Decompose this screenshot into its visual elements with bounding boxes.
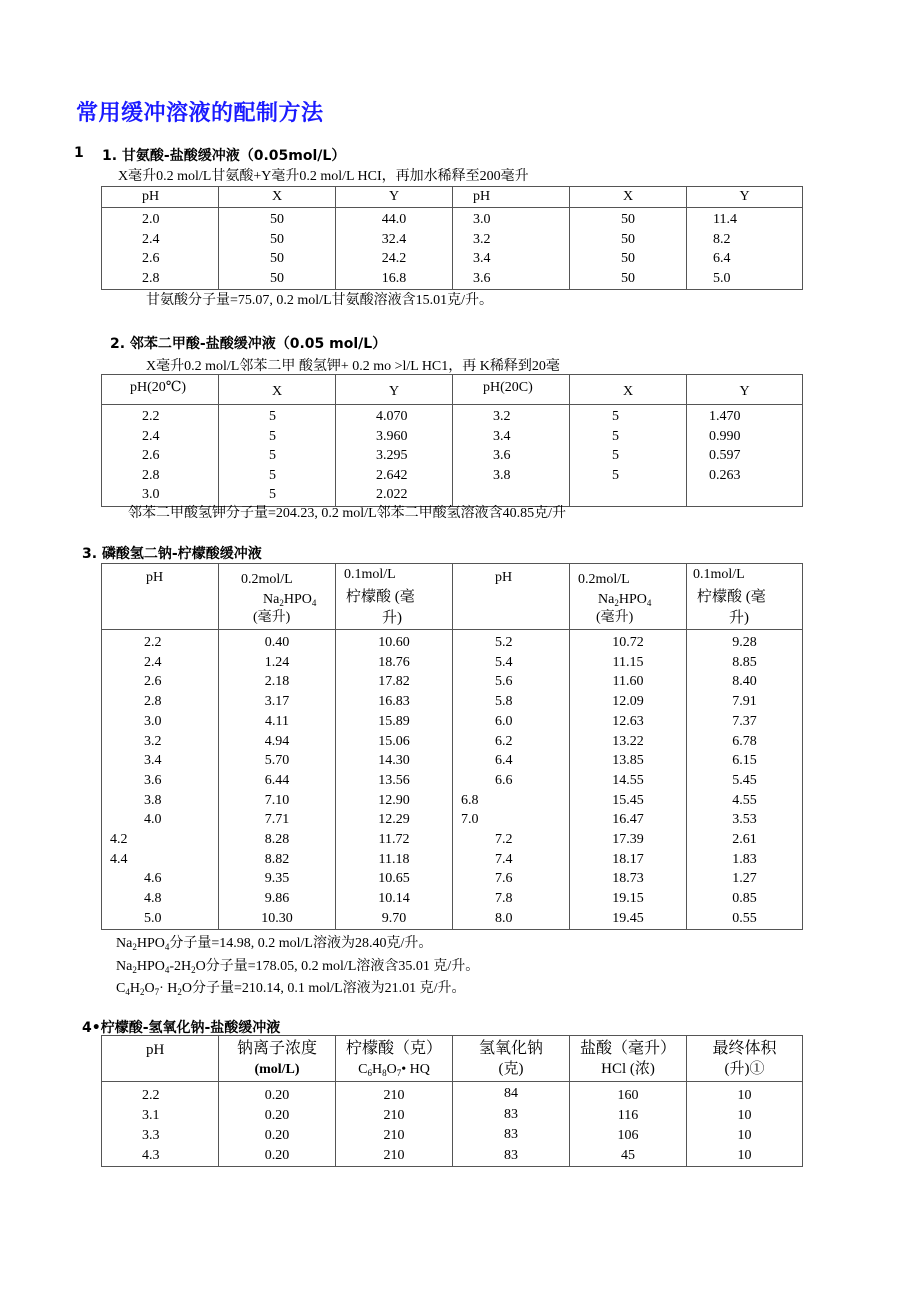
cell: 12.63 — [612, 713, 644, 729]
cell: 0.85 — [732, 891, 757, 907]
note-2-text: 分子量=178.05, 0.2 mol/L溶液含35.01 克/升。 — [205, 959, 480, 974]
cell: 10 — [737, 1148, 752, 1163]
header-x-2: X — [570, 375, 687, 405]
cell: 50 — [621, 270, 635, 286]
cell: 4.6 — [144, 871, 162, 887]
cell: 0.20 — [264, 1128, 290, 1143]
cell: 6.2 — [495, 733, 513, 749]
cell: 210 — [383, 1088, 405, 1103]
section-3-note-1: $Na_2HPO_4$分子量=14.98, 0.2 mol/L溶液为28.40克/升。 — [116, 936, 433, 952]
cell: 2.8 — [142, 270, 160, 286]
cell: 0.597 — [709, 448, 741, 464]
cell: 8.82 — [264, 851, 290, 867]
header-citric — [336, 564, 453, 630]
cell: 11.15 — [612, 654, 644, 670]
table-header-row — [102, 1036, 803, 1082]
header-citric-conc: 0.1mol/L — [344, 567, 396, 582]
cell: 19.15 — [612, 891, 644, 907]
section-2-description: X毫升0.2 mol/L邻苯二甲 酸氢钾+ 0.2 mo >l/L HC1，再 K稀释到20毫 — [146, 359, 560, 374]
cell: 14.55 — [612, 772, 644, 788]
cell: 3.2 — [473, 231, 491, 247]
cell: 9.70 — [381, 910, 407, 926]
header-citric-1: 柠檬酸（克） — [345, 1040, 442, 1057]
cell: 6.0 — [495, 713, 513, 729]
section-4-heading: 4•柠檬酸-氢氧化钠-盐酸缓冲液 — [82, 1020, 281, 1036]
header-sodium — [219, 1036, 336, 1082]
cell: 6.4 — [713, 251, 731, 267]
cell: 2.0 — [142, 212, 160, 227]
cell: 5 — [269, 467, 276, 483]
header-na2hpo4-unit: (毫升) — [253, 610, 291, 625]
cell: 2.8 — [144, 694, 162, 710]
header-y: Y — [336, 375, 453, 405]
cell: 6.78 — [732, 733, 757, 749]
cell: 16.47 — [612, 812, 644, 828]
header-ph-2: pH(20C) — [453, 375, 570, 405]
cell: 3.6 — [493, 448, 511, 464]
col-x — [219, 405, 336, 507]
cell: 2.6 — [142, 251, 160, 267]
cell: 16.8 — [381, 270, 407, 286]
cell: 5 — [269, 487, 276, 503]
section-1-number: 1 — [74, 145, 84, 161]
header-na2hpo4-name: $Na_2HPO_4$ — [263, 592, 317, 608]
cell: 18.17 — [612, 851, 644, 867]
cell: 7.0 — [461, 812, 479, 828]
header-volume-1: 最终体积 — [712, 1040, 777, 1057]
cell: 1.83 — [732, 851, 757, 867]
header-ph: pH(20℃) — [102, 375, 219, 405]
cell: 6.4 — [495, 753, 513, 769]
cell: 5.8 — [495, 694, 513, 710]
cell: 5 — [612, 409, 619, 424]
header-ph-2: pH — [453, 564, 570, 630]
cell: 0.40 — [264, 635, 290, 650]
col-y-2 — [687, 208, 803, 290]
cell: 8.0 — [495, 910, 513, 926]
header-y: Y — [336, 187, 453, 208]
cell: 0.20 — [264, 1108, 290, 1123]
cell: 116 — [617, 1108, 639, 1123]
col-na2hpo4 — [219, 630, 336, 930]
cell: 10.14 — [378, 891, 410, 907]
cell: 3.295 — [376, 448, 408, 464]
col-ph — [102, 1082, 219, 1167]
cell: 3.1 — [142, 1108, 160, 1123]
section-3-heading: 3. 磷酸氢二钠-柠檬酸缓冲液 — [82, 546, 262, 562]
cell: 2.6 — [142, 448, 160, 464]
header-citric-2 — [687, 564, 803, 630]
header-x: X — [219, 187, 336, 208]
cell: 2.18 — [264, 674, 290, 690]
col-ph — [102, 630, 219, 930]
table-header-row — [102, 375, 803, 405]
cell: 3.0 — [144, 713, 162, 729]
phosphate-citrate-table — [101, 563, 803, 930]
section-1-description: X毫升0.2 mol/L甘氨酸+Y毫升0.2 mol/L HCI，再加水稀释至200毫升 — [118, 169, 529, 184]
col-ph-2 — [453, 405, 570, 507]
cell: 50 — [270, 251, 284, 267]
cell: 11.72 — [378, 832, 410, 848]
cell: 3.4 — [144, 753, 162, 769]
cell: 7.37 — [732, 713, 757, 729]
cell: 11.4 — [713, 212, 737, 227]
cell: 3.17 — [264, 694, 290, 710]
cell: 50 — [270, 270, 284, 286]
header-ph: pH — [102, 187, 219, 208]
cell: 3.6 — [144, 772, 162, 788]
cell: 2.6 — [144, 674, 162, 690]
cell: 0.20 — [264, 1148, 290, 1163]
cell: 5 — [612, 467, 619, 483]
cell: 5 — [269, 428, 276, 444]
cell: 2.8 — [142, 467, 160, 483]
cell: 6.15 — [732, 753, 757, 769]
cell: 44.0 — [381, 212, 407, 227]
header-na2hpo4-conc-2: 0.2mol/L — [578, 572, 630, 587]
cell: 106 — [617, 1128, 639, 1143]
cell: 50 — [621, 231, 635, 247]
cell: 83 — [504, 1127, 518, 1142]
cell: 5.4 — [495, 654, 513, 670]
cell: 3.0 — [142, 487, 160, 503]
col-volume — [687, 1082, 803, 1167]
header-x: X — [219, 375, 336, 405]
cell: 3.6 — [473, 270, 491, 286]
cell: 12.29 — [378, 812, 410, 828]
cell: 1.27 — [732, 871, 757, 887]
cell: 10 — [737, 1088, 752, 1103]
header-x-2: X — [570, 187, 687, 208]
citrate-naoh-hcl-table — [101, 1035, 803, 1167]
cell: 3.8 — [144, 792, 162, 808]
cell: 1.470 — [709, 409, 741, 424]
header-hcl — [570, 1036, 687, 1082]
cell: 10 — [737, 1128, 752, 1143]
header-hcl-1: 盐酸（毫升） — [579, 1040, 676, 1057]
cell: 7.2 — [495, 832, 513, 848]
cell: 18.73 — [612, 871, 644, 887]
note-3-text: 分子量=210.14, 0.1 mol/L溶液为21.01 克/升。 — [192, 981, 466, 996]
cell: 6.6 — [495, 772, 513, 788]
cell: 7.91 — [732, 694, 757, 710]
cell: 12.09 — [612, 694, 644, 710]
cell: 8.2 — [713, 231, 731, 247]
header-citric-unit-2: 升) — [729, 610, 749, 626]
cell: 5.6 — [495, 674, 513, 690]
cell: 7.8 — [495, 891, 513, 907]
header-na2hpo4 — [219, 564, 336, 630]
note-1-text: 分子量=14.98, 0.2 mol/L溶液为28.40克/升。 — [169, 936, 433, 951]
cell: 50 — [621, 251, 635, 267]
header-sodium-2: (mol/L) — [254, 1062, 300, 1077]
cell: 11.60 — [612, 674, 644, 690]
cell: 4.94 — [264, 733, 290, 749]
header-naoh-2: (克) — [498, 1061, 524, 1077]
cell: 50 — [270, 231, 284, 247]
cell: 5.45 — [732, 772, 757, 788]
header-ph: pH — [102, 1036, 219, 1082]
cell: 4.4 — [110, 851, 128, 867]
cell: 8.40 — [732, 674, 757, 690]
header-na2hpo4-2 — [570, 564, 687, 630]
col-hcl — [570, 1082, 687, 1167]
section-3-note-2: $Na_2HPO_4-2H_2O$分子量=178.05, 0.2 mol/L溶液含35.01 克/升。 — [116, 959, 480, 975]
header-hcl-2: HCl (浓) — [601, 1061, 655, 1077]
cell: 10.60 — [378, 635, 410, 650]
cell: 6.8 — [461, 792, 479, 808]
section-2-heading: 2. 邻苯二甲酸-盐酸缓冲液（0.05 mol/L） — [110, 336, 387, 352]
cell: 7.71 — [264, 812, 290, 828]
cell: 17.82 — [378, 674, 410, 690]
cell: 4.8 — [144, 891, 162, 907]
table-header-row — [102, 187, 803, 208]
cell: 3.8 — [493, 467, 511, 483]
cell: 210 — [383, 1108, 405, 1123]
cell: 50 — [621, 212, 635, 227]
col-ph-2 — [453, 630, 570, 930]
header-sodium-1: 钠离子浓度 — [236, 1040, 317, 1057]
cell: 45 — [621, 1148, 635, 1163]
cell: 10.72 — [612, 635, 644, 650]
cell: 4.0 — [144, 812, 162, 828]
col-x-2 — [570, 405, 687, 507]
cell: 7.10 — [264, 792, 290, 808]
col-sodium — [219, 1082, 336, 1167]
cell: 6.44 — [264, 772, 290, 788]
cell: 13.22 — [612, 733, 644, 749]
section-2-note: 邻苯二甲酸氢钾分子量=204.23, 0.2 mol/L邻苯二甲酸氢溶液含40.85克/升 — [128, 506, 567, 521]
header-y-2: Y — [687, 375, 803, 405]
cell: 83 — [504, 1147, 518, 1163]
header-ph: pH — [102, 564, 219, 630]
phthalate-hcl-table — [101, 374, 803, 507]
header-naoh — [453, 1036, 570, 1082]
cell: 9.28 — [732, 635, 757, 650]
cell: 16.83 — [378, 694, 410, 710]
cell: 24.2 — [381, 251, 407, 267]
cell: 4.55 — [732, 792, 757, 808]
cell: 3.53 — [732, 812, 757, 828]
header-citric-conc-2: 0.1mol/L — [693, 567, 745, 582]
cell: 19.45 — [612, 910, 644, 926]
cell: 17.39 — [612, 832, 644, 848]
cell: 8.85 — [732, 654, 757, 670]
cell: 32.4 — [381, 231, 407, 247]
cell: 3.2 — [493, 409, 511, 424]
header-citric-name-2: 柠檬酸 (毫 — [697, 589, 766, 605]
cell: 11.18 — [378, 851, 410, 867]
cell: 5 — [612, 428, 619, 444]
col-citric — [336, 630, 453, 930]
table-body — [102, 405, 803, 507]
cell: 13.56 — [378, 772, 410, 788]
header-volume — [687, 1036, 803, 1082]
cell: 0.263 — [709, 467, 741, 483]
cell: 14.30 — [378, 753, 410, 769]
cell: 10.30 — [261, 910, 293, 926]
cell: 210 — [383, 1128, 405, 1143]
cell: 7.4 — [495, 851, 513, 867]
cell: 15.06 — [378, 733, 410, 749]
col-x — [219, 208, 336, 290]
header-citric-name: 柠檬酸 (毫 — [346, 589, 415, 605]
cell: 5 — [269, 448, 276, 464]
header-citric — [336, 1036, 453, 1082]
cell: 5 — [269, 409, 276, 424]
cell: 2.61 — [732, 832, 757, 848]
cell: 13.85 — [612, 753, 644, 769]
cell: 2.2 — [142, 1088, 160, 1103]
cell: 3.0 — [473, 212, 491, 227]
cell: 2.2 — [142, 409, 160, 424]
header-ph-2: pH — [453, 187, 570, 208]
cell: 12.90 — [378, 792, 410, 808]
cell: 15.45 — [612, 792, 644, 808]
header-na2hpo4-conc: 0.2mol/L — [241, 572, 293, 587]
section-1-note: 甘氨酸分子量=75.07, 0.2 mol/L甘氨酸溶液含15.01克/升。 — [146, 293, 494, 308]
cell: 18.76 — [378, 654, 410, 670]
cell: 3.2 — [144, 733, 162, 749]
cell: 2.4 — [144, 654, 162, 670]
cell: 5 — [612, 448, 619, 464]
cell: 3.4 — [473, 251, 491, 267]
col-na2hpo4-2 — [570, 630, 687, 930]
cell: 0.20 — [264, 1088, 290, 1103]
header-citric-unit: 升) — [382, 610, 402, 626]
section-1-heading: 1. 甘氨酸-盐酸缓冲液（0.05mol/L） — [102, 148, 346, 164]
col-naoh — [453, 1082, 570, 1167]
cell: 9.86 — [264, 891, 290, 907]
table-body — [102, 1082, 803, 1167]
table-body — [102, 630, 803, 930]
cell: 4.3 — [142, 1148, 160, 1163]
cell: 3.960 — [376, 428, 408, 444]
header-naoh-1: 氢氧化钠 — [478, 1040, 543, 1057]
header-na2hpo4-name-2: $Na_2HPO_4$ — [598, 592, 652, 608]
cell: 5.2 — [495, 635, 513, 650]
cell: 5.0 — [713, 270, 731, 286]
table-body — [102, 208, 803, 290]
cell: 10.65 — [378, 871, 410, 887]
header-volume-2: (升)① — [724, 1061, 765, 1077]
cell: 0.990 — [709, 428, 741, 444]
cell: 210 — [383, 1148, 405, 1163]
cell: 1.24 — [264, 654, 290, 670]
cell: 84 — [504, 1086, 518, 1101]
col-y-2 — [687, 405, 803, 507]
cell: 4.11 — [265, 713, 289, 729]
cell: 83 — [504, 1106, 518, 1122]
cell: 0.55 — [732, 910, 757, 926]
cell: 4.2 — [110, 832, 128, 848]
table-header-row — [102, 564, 803, 630]
header-na2hpo4-unit-2: (毫升) — [596, 610, 634, 625]
header-citric-2: $C_6H_8O_7•$ HQ — [358, 1062, 430, 1078]
col-citric — [336, 1082, 453, 1167]
cell: 9.35 — [264, 871, 290, 887]
cell: 4.070 — [376, 409, 408, 424]
cell: 2.2 — [144, 635, 162, 650]
col-x-2 — [570, 208, 687, 290]
cell: 15.89 — [378, 713, 410, 729]
header-y-2: Y — [687, 187, 803, 208]
page-title: 常用缓冲溶液的配制方法 — [76, 101, 324, 126]
col-ph — [102, 405, 219, 507]
cell: 10 — [737, 1108, 752, 1123]
col-ph-2 — [453, 208, 570, 290]
cell: 2.4 — [142, 231, 160, 247]
col-y — [336, 405, 453, 507]
cell: 50 — [270, 212, 284, 227]
col-ph — [102, 208, 219, 290]
cell: 3.4 — [493, 428, 511, 444]
cell: 160 — [617, 1088, 639, 1103]
glycine-hcl-table — [101, 186, 803, 290]
col-y — [336, 208, 453, 290]
cell: 8.28 — [264, 832, 290, 848]
section-3-note-3: $C_4H_2O_7\cdot H_2O$分子量=210.14, 0.1 mol/L溶液为21.01 克/升。 — [116, 981, 466, 997]
col-citric-2 — [687, 630, 803, 930]
cell: 3.3 — [142, 1128, 160, 1143]
cell: 2.4 — [142, 428, 160, 444]
cell: 2.022 — [376, 487, 408, 503]
cell: 2.642 — [376, 467, 408, 483]
cell: 5.0 — [144, 910, 162, 926]
cell: 5.70 — [264, 753, 290, 769]
cell: 7.6 — [495, 871, 513, 887]
